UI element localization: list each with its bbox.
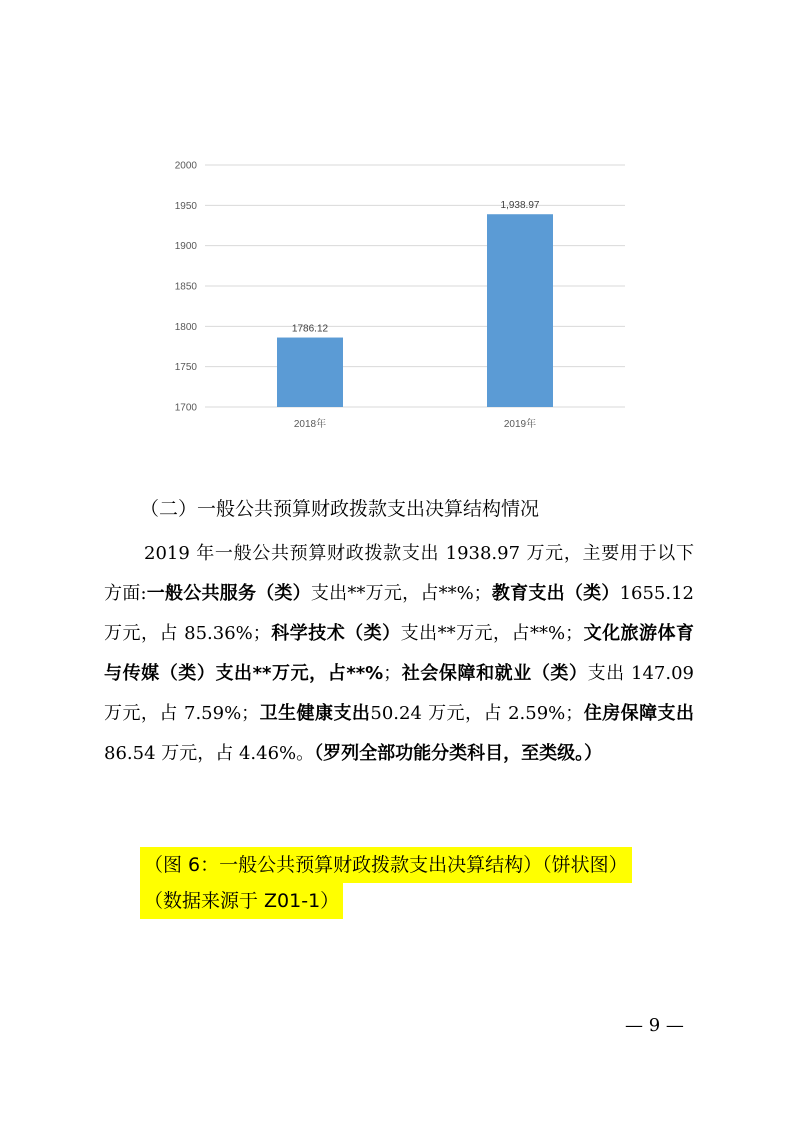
para-text-7: 50.24 万元，占 2.59%； xyxy=(370,703,584,724)
para-text-4: 支出**万元，占**%； xyxy=(400,623,584,644)
category-social-security-employment: 社会保障和就业（类） xyxy=(401,663,588,684)
category-education: 教育支出（类） xyxy=(491,583,620,604)
highlight-data-source: （数据来源于 Z01-1） xyxy=(140,883,343,919)
category-science-technology: 科学技术（类） xyxy=(270,623,401,644)
category-housing: 住房保障支出 xyxy=(583,703,695,724)
category-health: 卫生健康支出 xyxy=(259,703,371,724)
para-text-1: 2019 年一般公共预算财政拨款支出 1938.97 万元，主要用于以下方面: xyxy=(104,543,694,604)
bar xyxy=(487,214,553,407)
x-tick-label: 2018年 xyxy=(293,419,327,430)
para-text-5: ； xyxy=(383,663,402,684)
y-tick-label: 1700 xyxy=(174,402,197,414)
y-tick-label: 2000 xyxy=(174,160,197,172)
para-text-6: 支出 147.09 万元，占 7.59%； xyxy=(104,663,694,724)
y-tick-label: 1800 xyxy=(174,321,197,333)
instruction-note: （罗列全部功能分类科目，至类级。） xyxy=(314,743,603,764)
highlight-figure-caption: （图 6：一般公共预算财政拨款支出决算结构）（饼状图） xyxy=(140,847,632,883)
y-tick-label: 1850 xyxy=(174,281,197,293)
data-label: 1,938.97 xyxy=(500,200,540,212)
x-tick-label: 2019年 xyxy=(503,419,537,430)
page-number: — 9 — xyxy=(625,1015,684,1036)
bar xyxy=(277,338,343,407)
expenditure-bar-chart xyxy=(150,145,650,445)
para-text-2: 支出**万元，占**%； xyxy=(310,583,492,604)
y-tick-label: 1900 xyxy=(174,241,197,253)
category-general-public-services: 一般公共服务（类） xyxy=(146,583,311,604)
para-text-3: 1655.12 万元，占 85.36%； xyxy=(104,583,695,644)
data-label: 1786.12 xyxy=(291,323,329,335)
section-heading: （二）一般公共预算财政拨款支出决算结构情况 xyxy=(140,498,540,520)
category-culture-tourism-sports-media: 文化旅游体育与传媒（类）支出**万元，占**% xyxy=(104,623,695,684)
expenditure-paragraph xyxy=(104,534,694,774)
para-text-8: 86.54 万元，占 4.46%。 xyxy=(104,743,315,764)
y-tick-label: 1950 xyxy=(174,200,197,212)
y-tick-label: 1750 xyxy=(174,362,197,374)
